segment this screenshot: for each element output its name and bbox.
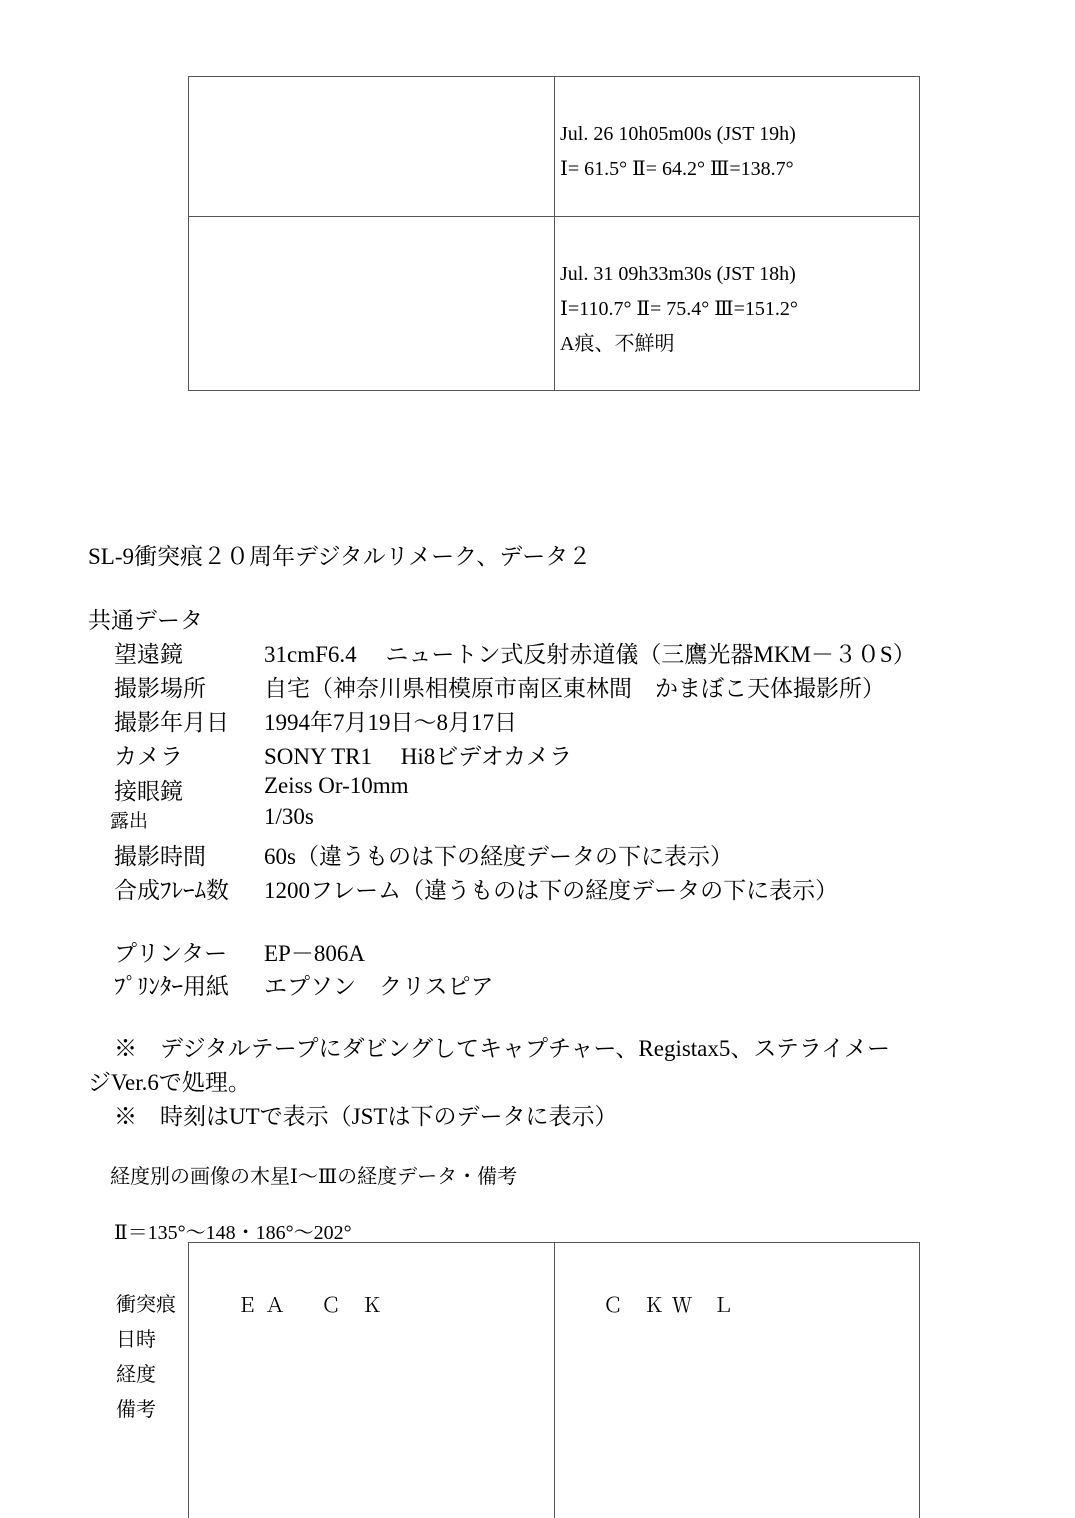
frames-value: 1200フレーム（違うものは下の経度データの下に表示） [264, 878, 839, 903]
table-divider-vertical [554, 77, 555, 390]
frames-label: 合成ﾌﾚｰﾑ数 [114, 878, 229, 903]
printer-label: プリンター [114, 941, 228, 966]
date-label: 撮影年月日 [114, 710, 229, 735]
row1-longitudes: Ⅰ= 61.5° Ⅱ= 64.2° Ⅲ=138.7° [560, 158, 794, 180]
paper-label: ﾌﾟﾘﾝﾀｰ用紙 [114, 974, 229, 999]
top-table [188, 76, 920, 391]
date-value: 1994年7月19日～8月17日 [264, 710, 517, 735]
paper-value: エプソン クリスピア [264, 974, 494, 999]
note-1-cont: ジVer.6で処理。 [88, 1070, 251, 1095]
exposure-value: 1/30s [264, 804, 314, 829]
eyepiece-value: Zeiss Or-10mm [264, 773, 409, 798]
telescope-value: 31cmF6.4 ニュートン式反射赤道儀（三鷹光器MKM－３０S） [264, 642, 916, 667]
telescope-label: 望遠鏡 [114, 642, 183, 667]
note-1: ※ デジタルテープにダビングしてキャプチャー、Registax5、ステライメー [114, 1036, 891, 1061]
row-label-remarks: 備考 [116, 1399, 156, 1421]
location-value: 自宅（神奈川県相模原市南区東林間 かまぼこ天体撮影所） [264, 676, 885, 701]
row2-longitudes: Ⅰ=110.7° Ⅱ= 75.4° Ⅲ=151.2° [560, 298, 798, 320]
camera-label: カメラ [114, 744, 183, 769]
printer-value: EP－806A [264, 941, 365, 966]
duration-value: 60s（違うものは下の経度データの下に表示） [264, 844, 733, 869]
exposure-label: 露出 [110, 811, 149, 832]
table-row-1-cell [560, 117, 796, 187]
common-data-heading: 共通データ [88, 608, 203, 633]
eyepiece-label: 接眼鏡 [114, 779, 183, 804]
row2-note: A痕、不鮮明 [560, 333, 675, 355]
location-label: 撮影場所 [114, 676, 206, 701]
duration-label: 撮影時間 [114, 844, 206, 869]
bottom-table [188, 1242, 920, 1518]
row-label-longitude: 経度 [116, 1364, 156, 1386]
impact-codes-col2: Ｃ ＫＷ Ｌ [603, 1295, 741, 1317]
note-2: ※ 時刻はUTで表示（JSTは下のデータに表示） [114, 1104, 618, 1129]
range-label: Ⅱ＝135°～148・186°～202° [114, 1222, 352, 1244]
camera-value: SONY TR1 Hi8ビデオカメラ [264, 744, 573, 769]
row2-time: Jul. 31 09h33m30s (JST 18h) [560, 263, 796, 285]
row-label-impact: 衝突痕 [116, 1294, 176, 1316]
row-label-datetime: 日時 [116, 1329, 156, 1351]
impact-codes-col1: ＥＡ Ｃ Ｋ [237, 1295, 390, 1317]
longitude-heading: 経度別の画像の木星Ⅰ～Ⅲの経度データ・備考 [110, 1166, 518, 1188]
row1-time: Jul. 26 10h05m00s (JST 19h) [560, 123, 796, 145]
table-divider-horizontal [189, 216, 919, 217]
table-row-2-cell [560, 257, 798, 362]
table-divider-vertical [554, 1243, 555, 1518]
page-title: SL-9衝突痕２０周年デジタルリメーク、データ２ [88, 544, 592, 569]
